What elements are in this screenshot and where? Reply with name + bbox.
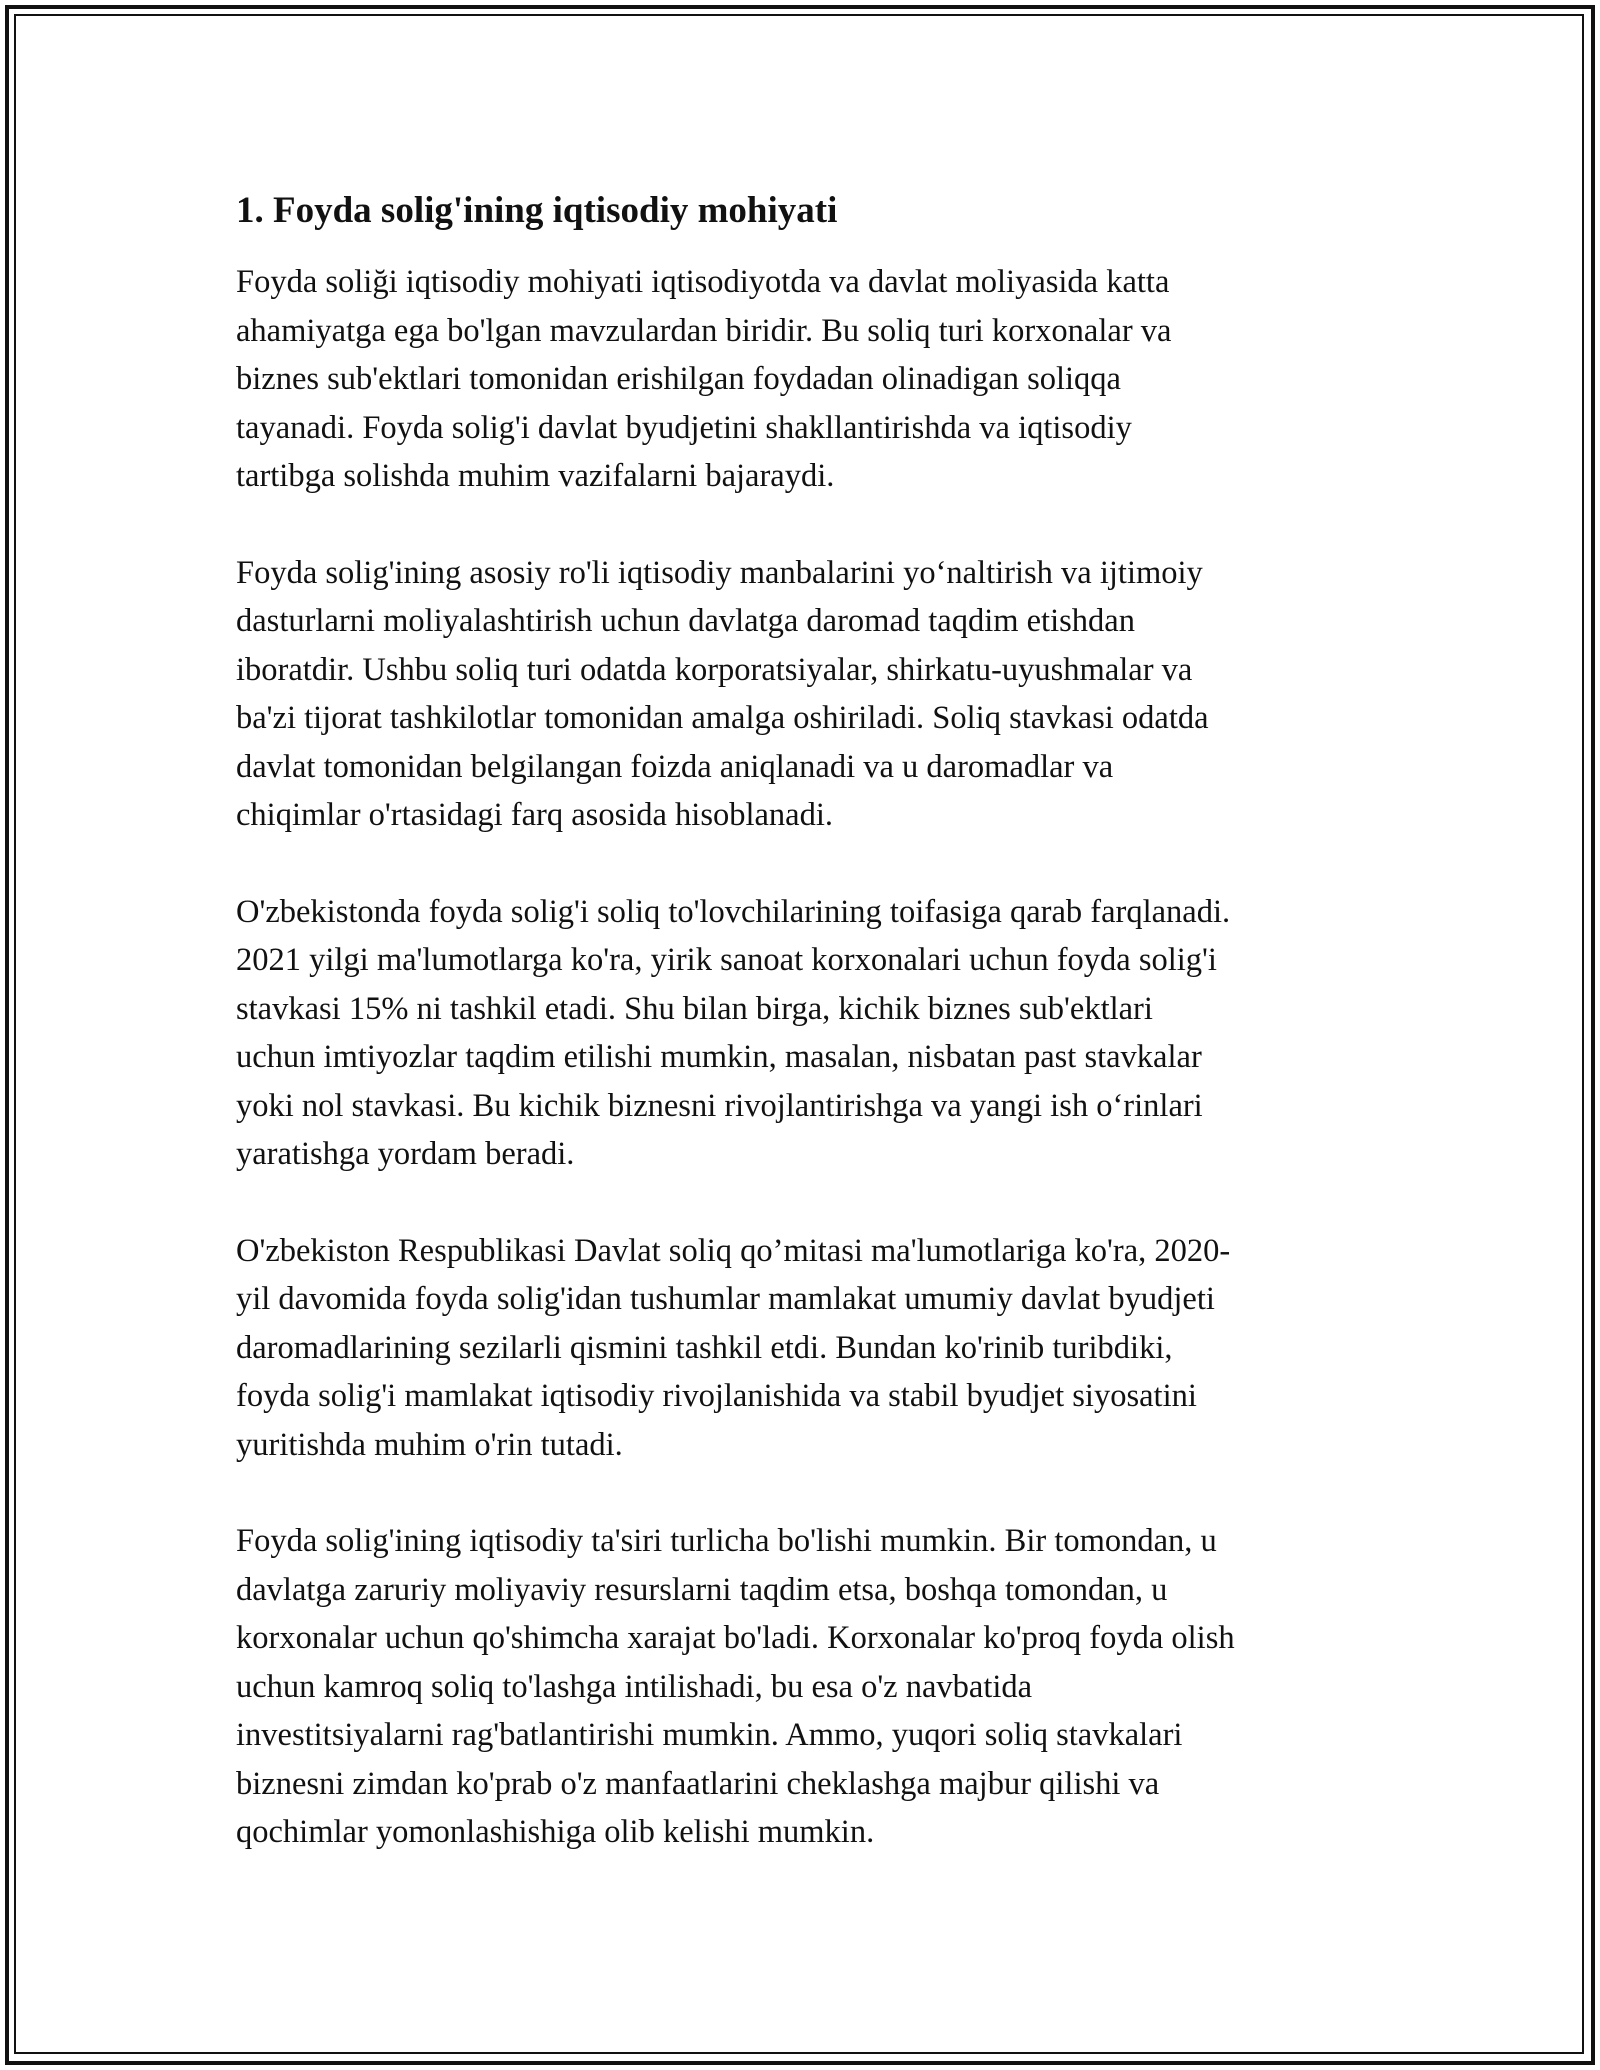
paragraph-5: Foyda solig'ining iqtisodiy ta'siri turlicha bo'lishi mumkin. Bir tomondan, u davlatga zaruriy moliyaviy resurslarni taqdim etsa, boshqa tomondan, u korxonalar uchun qo'shimcha xarajat bo'ladi. Korxonalar ko'proq foyda olish uchun kamroq soliq to'lashga intilishadi, bu esa o'z navbatida investitsiyalarni rag'batlantirishi mumkin. Ammo, yuqori soliq stavkalari biznesni zimdan ko'prab o'z manfaatlarini cheklashga majbur qilishi va qochimlar yomonlashishiga olib kelishi mumkin. xyxy=(236,1523,1235,1850)
paragraph-3: O'zbekistonda foyda solig'i soliq to'lovchilarining toifasiga qarab farqlanadi. 2021 yilgi ma'lumotlarga ko'ra, yirik sanoat korxonalari uchun foyda solig'i stavkasi 15% ni tashkil etadi. Shu bilan birga, kichik biznes sub'ektlari uchun imtiyozlar taqdim etilishi mumkin, masalan, nisbatan past stavkalar yoki nol stavkasi. Bu kichik biznesni rivojlantirishga va yangi ish oʻrinlari yaratishga yordam beradi. xyxy=(236,893,1231,1172)
document-body xyxy=(236,186,1376,1905)
section-heading: 1. Foyda solig'ining iqtisodiy mohiyati xyxy=(236,190,838,231)
paragraph-1: Foyda soliği iqtisodiy mohiyati iqtisodiyotda va davlat moliyasida katta ahamiyatga ega bo'lgan mavzulardan biridir. Bu soliq turi korxonalar va biznes sub'ektlari tomonidan erishilgan foydadan olinadigan soliqqa tayanadi. Foyda solig'i davlat byudjetini shakllantirishda va iqtisodiy tartibga solishda muhim vazifalarni bajaraydi. xyxy=(236,264,1172,494)
paragraph-2: Foyda solig'ining asosiy ro'li iqtisodiy manbalarini yoʻnaltirish va ijtimoiy dasturlarni moliyalashtirish uchun davlatga daromad taqdim etishdan iboratdir. Ushbu soliq turi odatda korporatsiyalar, shirkatu-uyushmalar va ba'zi tijorat tashkilotlar tomonidan amalga oshiriladi. Soliq stavkasi odatda davlat tomonidan belgilangan foizda aniqlanadi va u daromadlar va chiqimlar o'rtasidagi farq asosida hisoblanadi. xyxy=(236,554,1209,833)
paragraph-4: O'zbekiston Respublikasi Davlat soliq qo’mitasi ma'lumotlariga ko'ra, 2020- yil davomida foyda solig'idan tushumlar mamlakat umumiy davlat byudjeti daromadlarining sezilarli qismini tashkil etdi. Bundan ko'rinib turibdiki, foyda solig'i mamlakat iqtisodiy rivojlanishida va stabil byudjet siyosatini yuritishda muhim o'rin tutadi. xyxy=(236,1232,1231,1463)
